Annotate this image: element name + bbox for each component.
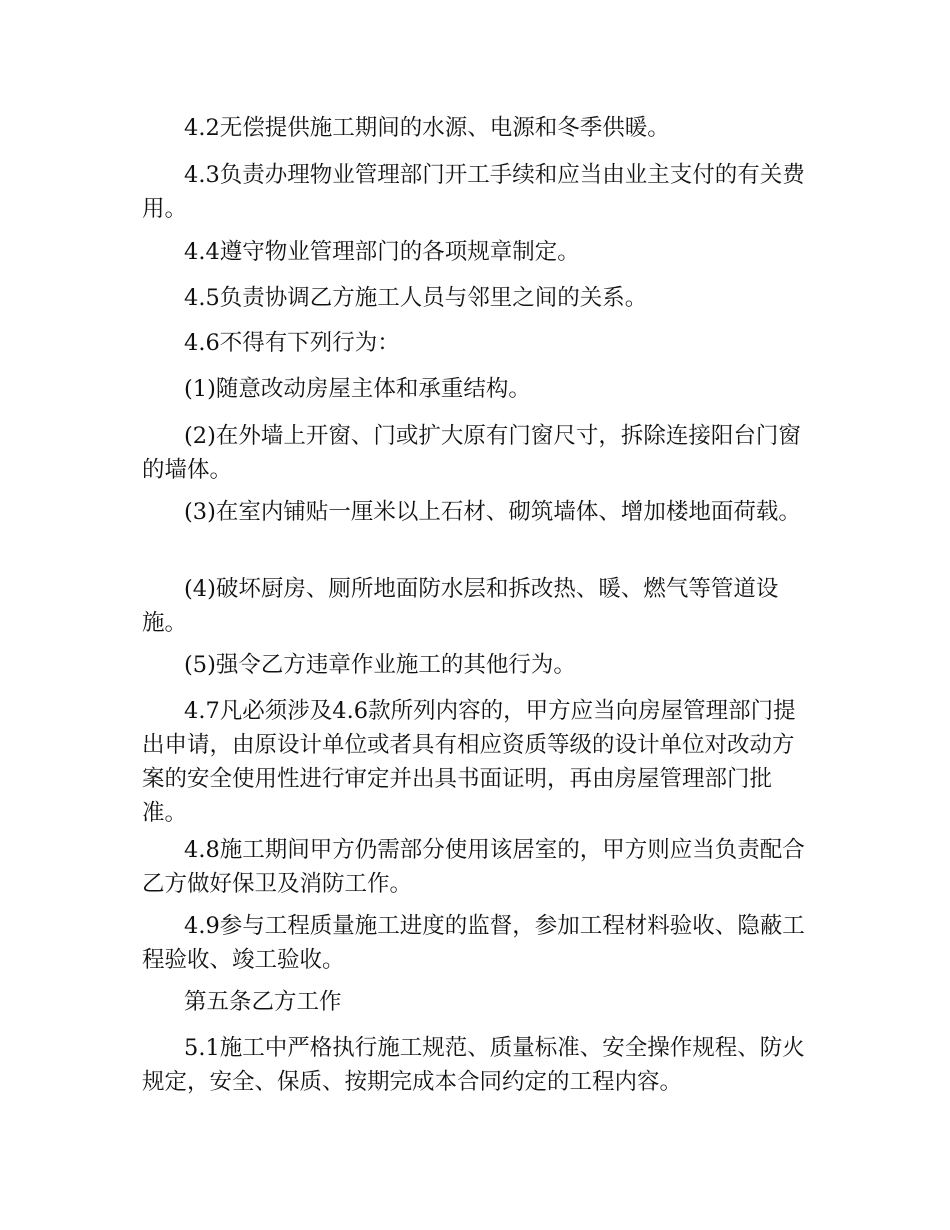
paragraph-4-5: 4.5负责协调乙方施工人员与邻里之间的关系。 [184,285,648,311]
paragraph-4-8: 4.8施工期间甲方仍需部分使用该居室的，甲方则应当负责配合乙方做好保卫及消防工作。 [142,837,805,897]
section-heading-5: 第五条乙方工作 [184,989,342,1015]
list-item-5: (5)强令乙方违章作业施工的其他行为。 [184,652,576,678]
list-item-3: (3)在室内铺贴一厘米以上石材、砌筑墙体、增加楼地面荷载。 [184,499,801,525]
paragraph-4-4: 4.4遵守物业管理部门的各项规章制定。 [184,239,580,265]
paragraph-4-7: 4.7凡必须涉及4.6款所列内容的，甲方应当向房屋管理部门提出申请，由原设计单位或者具有相应资质等级的设计单位对改动方案的安全使用性进行审定并出具书面证明，再由房屋管理部门批准。 [142,698,796,826]
list-item-4: (4)破坏厨房、厕所地面防水层和拆改热、暖、燃气等管道设施。 [142,576,779,636]
paragraph-5-1: 5.1施工中严格执行施工规范、质量标准、安全操作规程、防火规定，安全、保质、按期完成本合同约定的工程内容。 [142,1035,805,1095]
paragraph-4-2: 4.2无偿提供施工期间的水源、电源和冬季供暖。 [184,115,670,141]
paragraph-4-9: 4.9参与工程质量施工进度的监督，参加工程材料验收、隐蔽工程验收、竣工验收。 [142,913,805,973]
list-item-2: (2)在外墙上开窗、门或扩大原有门窗尺寸，拆除连接阳台门窗的墙体。 [142,423,801,483]
list-item-1: (1)随意改动房屋主体和承重结构。 [184,376,531,402]
paragraph-4-3: 4.3负责办理物业管理部门开工手续和应当由业主支付的有关费用。 [142,162,805,222]
paragraph-4-6: 4.6不得有下列行为： [184,330,400,356]
